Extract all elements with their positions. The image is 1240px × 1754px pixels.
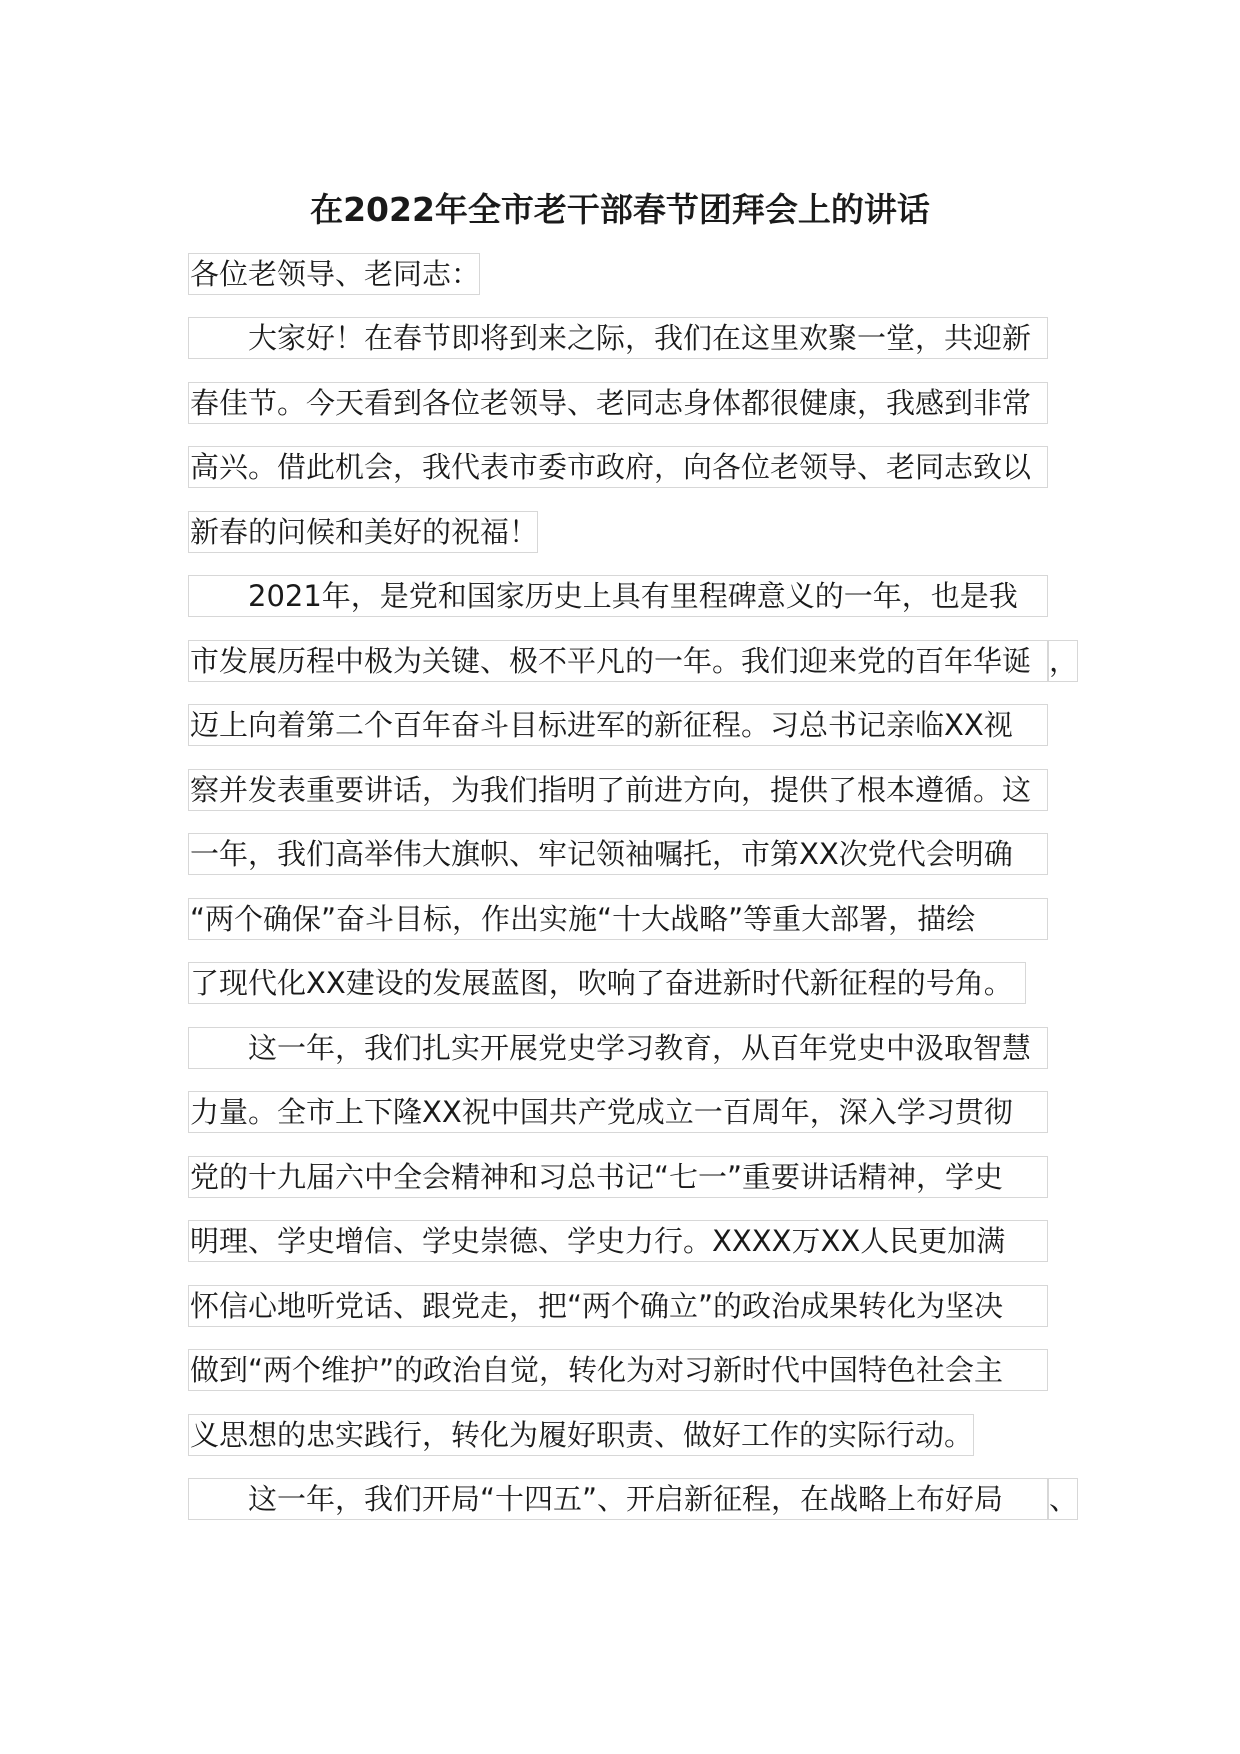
paragraph-line: 一年，我们高举伟大旗帜、牢记领袖嘱托，市第XX次党代会明确	[188, 833, 1048, 875]
paragraph-line: 了现代化XX建设的发展蓝图，吹响了奋进新时代新征程的号角。	[188, 962, 1026, 1004]
paragraph-line: 怀信心地听党话、跟党走，把“两个确立”的政治成果转化为坚决	[188, 1285, 1048, 1327]
paragraph-line: 市发展历程中极为关键、极不平凡的一年。我们迎来党的百年华诞	[188, 640, 1048, 682]
document-title: 在2022年全市老干部春节团拜会上的讲话	[310, 190, 930, 229]
paragraph-line: 春佳节。今天看到各位老领导、老同志身体都很健康，我感到非常	[188, 382, 1048, 424]
paragraph-line: 大家好！在春节即将到来之际，我们在这里欢聚一堂，共迎新	[188, 317, 1048, 359]
paragraph-line: 新春的问候和美好的祝福！	[188, 511, 538, 553]
paragraph-line: 明理、学史增信、学史崇德、学史力行。XXXX万XX人民更加满	[188, 1220, 1048, 1262]
paragraph-line: 高兴。借此机会，我代表市委市政府，向各位老领导、老同志致以	[188, 446, 1048, 488]
overflow-punctuation: ，	[1048, 640, 1078, 682]
paragraph-line: 义思想的忠实践行，转化为履好职责、做好工作的实际行动。	[188, 1414, 974, 1456]
salutation: 各位老领导、老同志：	[188, 253, 480, 295]
paragraph-line: 这一年，我们扎实开展党史学习教育，从百年党史中汲取智慧	[188, 1027, 1048, 1069]
paragraph-line: 做到“两个维护”的政治自觉，转化为对习新时代中国特色社会主	[188, 1349, 1048, 1391]
paragraph-line: “两个确保”奋斗目标，作出实施“十大战略”等重大部署，描绘	[188, 898, 1048, 940]
paragraph-line: 党的十九届六中全会精神和习总书记“七一”重要讲话精神，学史	[188, 1156, 1048, 1198]
paragraph-line: 迈上向着第二个百年奋斗目标进军的新征程。习总书记亲临XX视	[188, 704, 1048, 746]
paragraph-line: 这一年，我们开局“十四五”、开启新征程，在战略上布好局	[188, 1478, 1048, 1520]
paragraph-line: 2021年，是党和国家历史上具有里程碑意义的一年，也是我	[188, 575, 1048, 617]
paragraph-line: 力量。全市上下隆XX祝中国共产党成立一百周年，深入学习贯彻	[188, 1091, 1048, 1133]
overflow-punctuation: 、	[1048, 1478, 1078, 1520]
paragraph-line: 察并发表重要讲话，为我们指明了前进方向，提供了根本遵循。这	[188, 769, 1048, 811]
